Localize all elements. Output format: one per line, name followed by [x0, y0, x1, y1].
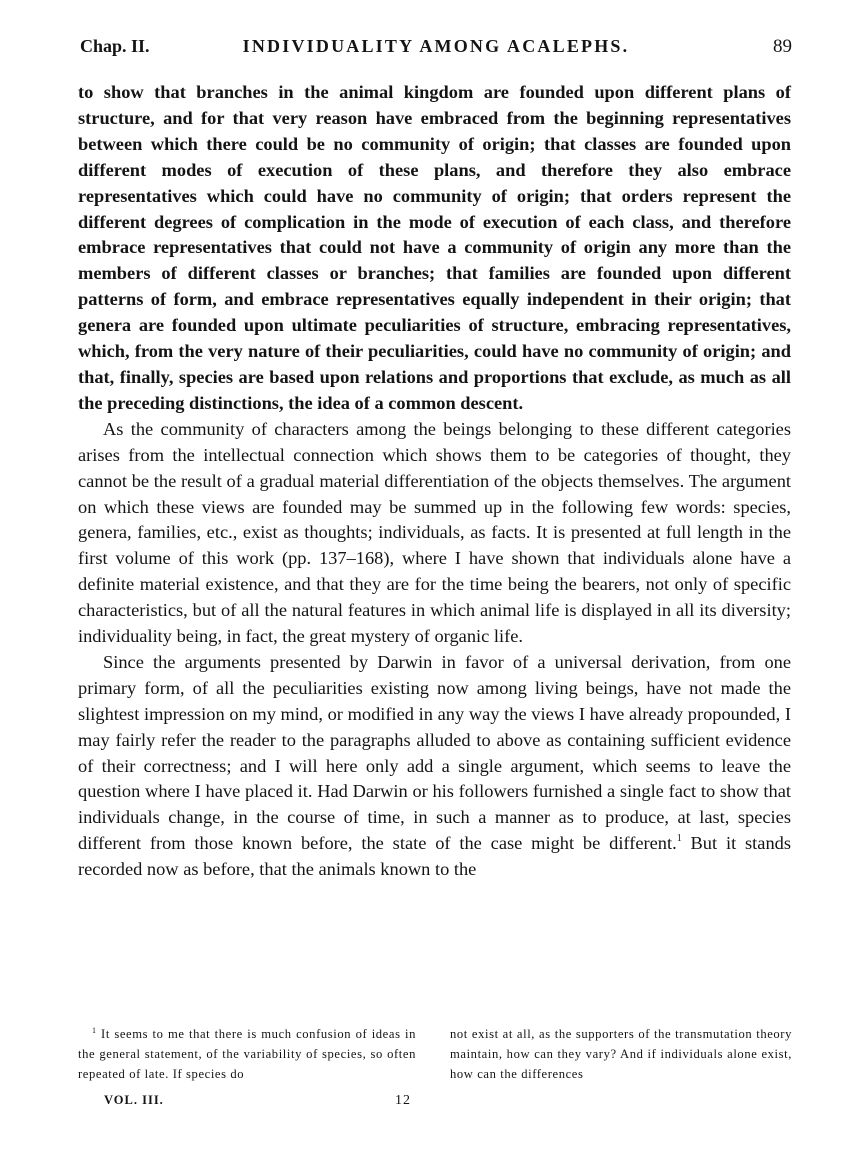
- paragraph-2: As the community of characters among the beings belonging to these different categories arises from the intellectual connection which shows them to be categories of thought, they cannot be the result of a gradual material differentiation of the objects themselves. The argument on which these views are founded may be summed up in the following few words: species, genera, families, etc., exist as thoughts; individuals, as facts. It is presented at full length in the first volume of this work (pp. 137–168), where I have shown that individuals alone have a definite material existence, and that they are for the time being the bearers, not only of specific characteristics, but of all the natural features in which animal life is displayed in all its diversity; individuality being, in fact, the great mystery of organic life.: [78, 418, 791, 647]
- footnote-marker: 1: [92, 1026, 97, 1035]
- footnote-reference[interactable]: 1: [676, 833, 682, 845]
- running-header: [80, 36, 792, 60]
- paragraph-3-end: But it stands recorded now as before, that the animals known to the: [78, 833, 791, 880]
- page-number: 89: [773, 36, 792, 57]
- footnote-left-column: [78, 1024, 416, 1084]
- volume-signature: VOL. III.: [104, 1093, 164, 1107]
- paragraph-3: [78, 650, 791, 883]
- body-text: [78, 80, 791, 883]
- footnote-right-column: not exist at all, as the supporters of the transmutation theory maintain, how can they vary? And if individuals alone exist, how can the differences: [450, 1027, 792, 1081]
- footnote-left-text: It seems to me that there is much confusion of ideas in the general statement, of the variability of species, so often repeated of late. If species do: [78, 1027, 416, 1081]
- paragraph-1: to show that branches in the animal kingdom are founded upon different plans of structure, and for that very reason have embraced from the beginning representatives between which there could be no community of origin; that classes are founded upon different modes of execution of these plans, and therefore they also embrace representatives which could have no community of origin; that orders represent the different degrees of complication in the mode of execution of each class, and therefore embrace representatives that could not have a community of origin any more than the members of different classes or branches; that families are founded upon different patterns of form, and embrace representatives equally independent in their origin; that genera are founded upon ultimate peculiarities of structure, embracing representatives, which, from the very nature of their peculiarities, could have no community of origin; and that, finally, species are based upon relations and proportions that exclude, as much as all the preceding distinctions, the idea of a common descent.: [78, 82, 791, 413]
- chapter-label: Chap. II.: [80, 36, 150, 56]
- signature-number: 12: [395, 1093, 411, 1108]
- footnote: [78, 1024, 792, 1084]
- paragraph-3-text: Since the arguments presented by Darwin in favor of a universal derivation, from one primary form, of all the peculiarities existing now among living beings, have not made the slightest impression on my mind, or modified in any way the views I have already propounded, I may fairly refer the reader to the paragraphs alluded to above as containing sufficient evidence of their correctness; and I will here only add a single argument, which seems to leave the question where I have placed it. Had Darwin or his followers furnished a single fact to show that individuals change, in the course of time, in such a manner as to produce, at last, species different from those known before, the state of the case might be different.: [78, 651, 791, 854]
- running-title: INDIVIDUALITY AMONG ACALEPHS.: [242, 36, 630, 56]
